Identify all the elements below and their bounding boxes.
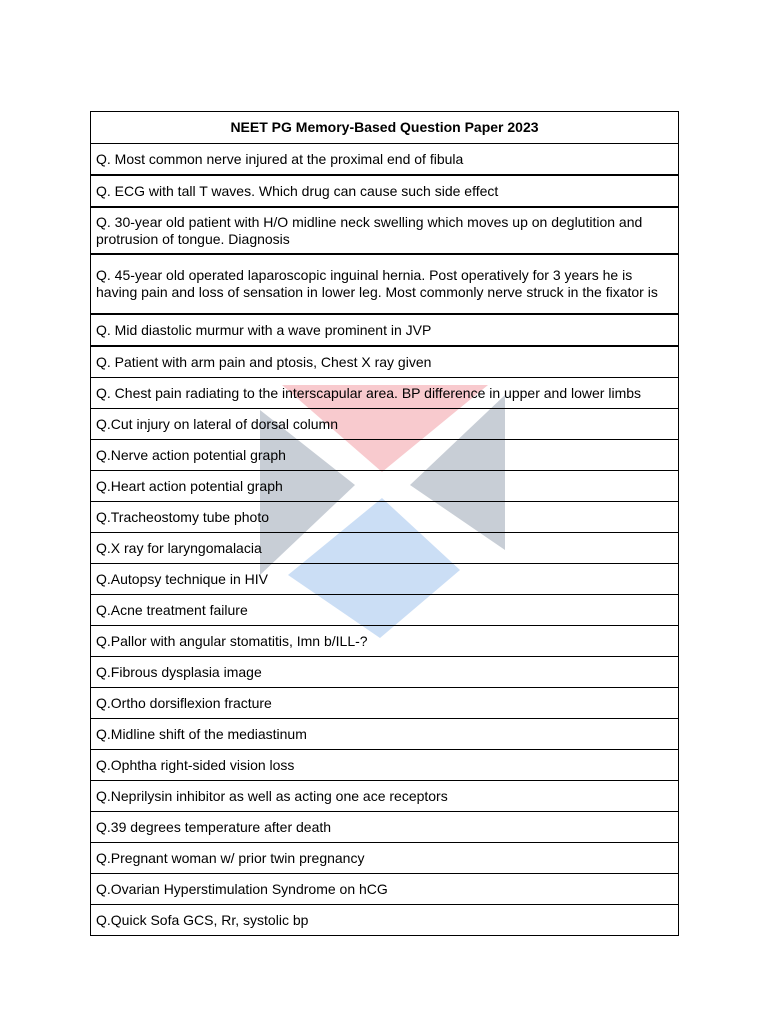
question-row [91, 626, 679, 657]
question-row [91, 595, 679, 626]
question-text: Q.Heart action potential graph [91, 471, 679, 502]
question-text: Q.Ortho dorsiflexion fracture [91, 688, 679, 719]
question-text: Q.Acne treatment failure [91, 595, 679, 626]
question-row [91, 207, 679, 254]
question-row [91, 254, 679, 314]
question-text: Q.Ophtha right-sided vision loss [91, 750, 679, 781]
title-row [91, 112, 679, 144]
question-text: Q.Neprilysin inhibitor as well as acting one ace receptors [91, 781, 679, 812]
question-row [91, 750, 679, 781]
question-row [91, 314, 679, 346]
question-row [91, 144, 679, 176]
page-title: NEET PG Memory-Based Question Paper 2023 [91, 112, 679, 144]
question-table [90, 111, 679, 936]
question-text: Q.Pallor with angular stomatitis, Imn b/ILL-? [91, 626, 679, 657]
question-text: Q.X ray for laryngomalacia [91, 533, 679, 564]
question-row [91, 843, 679, 874]
question-row [91, 719, 679, 750]
question-text: Q. 30-year old patient with H/O midline neck swelling which moves up on deglutition and protrusion of tongue. Diagnosis [91, 207, 679, 254]
question-text: Q.Autopsy technique in HIV [91, 564, 679, 595]
question-row [91, 657, 679, 688]
question-text: Q.39 degrees temperature after death [91, 812, 679, 843]
question-text: Q. ECG with tall T waves. Which drug can cause such side effect [91, 175, 679, 207]
question-text: Q.Midline shift of the mediastinum [91, 719, 679, 750]
question-text: Q.Ovarian Hyperstimulation Syndrome on hCG [91, 874, 679, 905]
question-row [91, 175, 679, 207]
question-row [91, 378, 679, 409]
question-text: Q. Patient with arm pain and ptosis, Chest X ray given [91, 346, 679, 378]
question-text: Q.Quick Sofa GCS, Rr, systolic bp [91, 905, 679, 936]
question-row [91, 471, 679, 502]
question-text: Q. 45-year old operated laparoscopic inguinal hernia. Post operatively for 3 years he is having pain and loss of sensation in lower leg. Most commonly nerve struck in the fixator is [91, 254, 679, 314]
question-row [91, 812, 679, 843]
question-row [91, 409, 679, 440]
question-text: Q. Chest pain radiating to the interscapular area. BP difference in upper and lower limbs [91, 378, 679, 409]
question-row [91, 688, 679, 719]
question-row [91, 564, 679, 595]
question-text: Q.Tracheostomy tube photo [91, 502, 679, 533]
question-text: Q.Nerve action potential graph [91, 440, 679, 471]
question-text: Q.Fibrous dysplasia image [91, 657, 679, 688]
question-row [91, 346, 679, 378]
question-row [91, 905, 679, 936]
question-row [91, 874, 679, 905]
question-text: Q.Pregnant woman w/ prior twin pregnancy [91, 843, 679, 874]
question-row [91, 440, 679, 471]
question-text: Q. Mid diastolic murmur with a wave prominent in JVP [91, 314, 679, 346]
question-text: Q. Most common nerve injured at the proximal end of fibula [91, 144, 679, 176]
question-row [91, 533, 679, 564]
question-row [91, 781, 679, 812]
question-text: Q.Cut injury on lateral of dorsal column [91, 409, 679, 440]
question-row [91, 502, 679, 533]
